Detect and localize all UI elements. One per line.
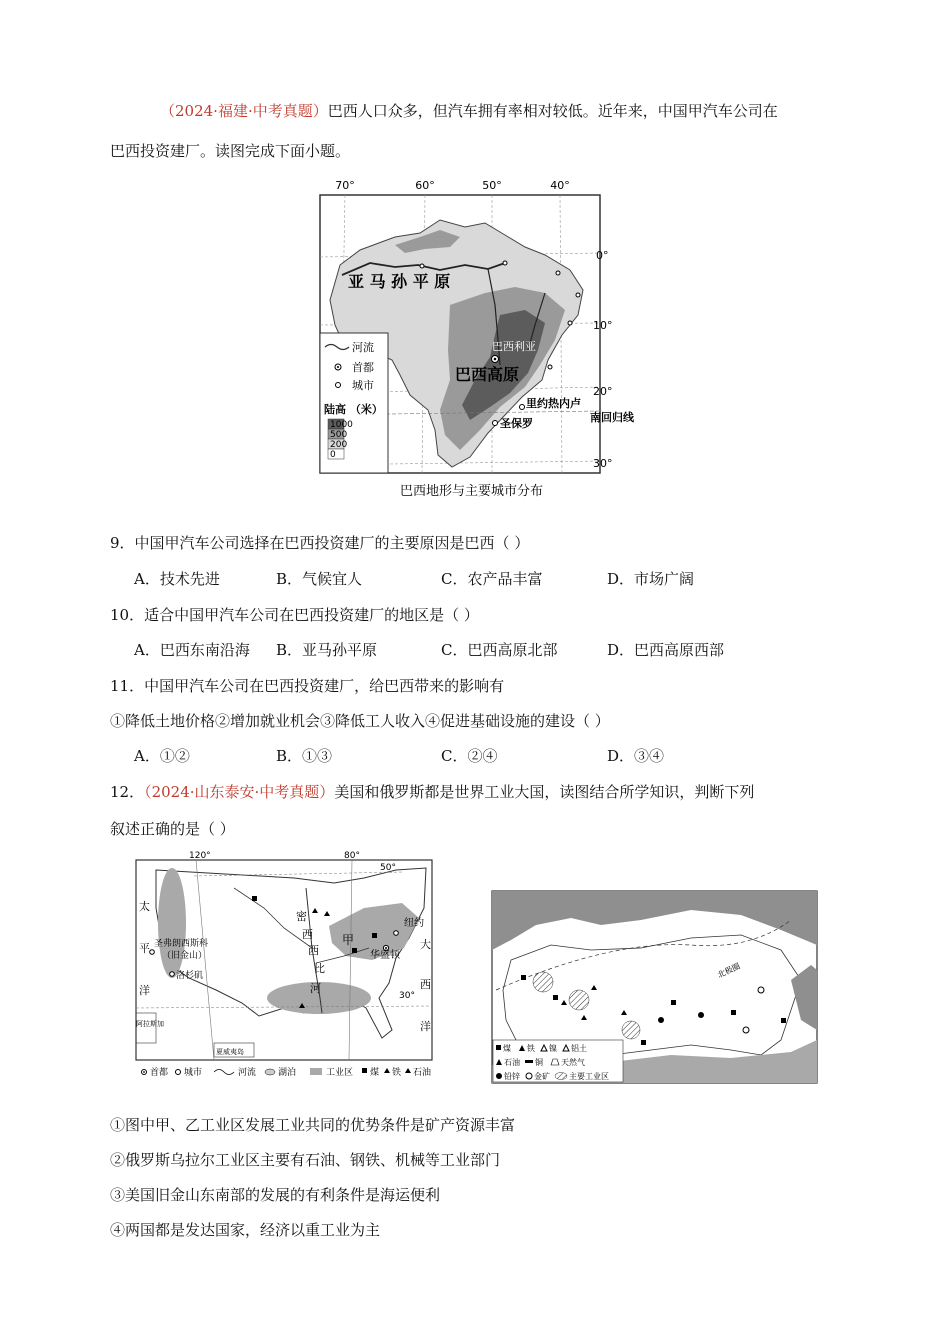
hawaii-label: 夏威夷岛 — [216, 1048, 244, 1056]
usa-legend-label: 城市 — [184, 1068, 203, 1078]
brazil-map — [300, 175, 634, 505]
atlantic-char: 西 — [420, 978, 431, 991]
mississippi-char: 密 — [296, 910, 307, 923]
city-la — [170, 972, 175, 977]
brazil-lat-label: 10° — [593, 319, 613, 332]
dc-label: 华盛顿 — [370, 950, 400, 961]
city-marker — [548, 365, 552, 369]
q10-stem: 10．适合中国甲汽车公司在巴西投资建厂的地区是（ ） — [110, 606, 479, 624]
mississippi-char: 河 — [310, 982, 321, 995]
q11-option-a[interactable]: A．①② — [134, 747, 190, 765]
q10-option-d[interactable]: D．巴西高原西部 — [607, 641, 725, 659]
legend-level: 1000 — [330, 420, 353, 430]
usa-legend-label: 河流 — [238, 1068, 257, 1078]
russia-legend-label: 镍 — [549, 1044, 557, 1053]
russia-legend-label: 石油 — [504, 1058, 520, 1067]
usa-lat-label: 50° — [380, 863, 396, 873]
city-saopaulo — [493, 421, 498, 426]
q10-option-a[interactable]: A．巴西东南沿海 — [134, 641, 250, 659]
city-marker — [556, 271, 560, 275]
sf-label-2: （旧金山） — [162, 951, 208, 961]
brazil-plateau-label: 巴西高原 — [455, 365, 520, 384]
intro-text-1: 巴西人口众多，但汽车拥有率相对较低。近年来，中国甲汽车公司在 — [327, 102, 778, 120]
ny-label: 纽约 — [404, 918, 424, 929]
q11-option-b[interactable]: B．①③ — [276, 747, 333, 765]
city-sf — [150, 950, 155, 955]
legend-capital-dot — [337, 366, 339, 368]
intro-line-1 — [160, 100, 778, 121]
russia-legend-label: 铜 — [535, 1058, 543, 1067]
pacific-char: 洋 — [139, 984, 150, 997]
russia-legend-label: 天然气 — [561, 1058, 585, 1067]
brazil-lon-label: 50° — [482, 179, 502, 192]
q12-statement-1: ①图中甲、乙工业区发展工业共同的优势条件是矿产资源丰富 — [110, 1116, 516, 1134]
coal-marker — [352, 948, 357, 953]
atlantic-char: 大 — [420, 938, 431, 951]
city-rio — [520, 405, 525, 410]
jia-label: 甲 — [342, 933, 355, 947]
q11-option-d[interactable]: D．③④ — [607, 747, 665, 765]
legend-capital-label: 首都 — [352, 361, 374, 374]
atlantic-char: 洋 — [420, 1020, 431, 1033]
q10-option-c[interactable]: C．巴西高原北部 — [441, 641, 558, 659]
arctic-circle-label: 北极圈 — [716, 961, 742, 980]
q12-line-1 — [110, 781, 754, 802]
intro-line-2: 巴西投资建厂。读图完成下面小题。 — [110, 142, 351, 160]
capital-label: 巴西利亚 — [492, 340, 536, 353]
q11-stem: 11．中国甲汽车公司在巴西投资建厂，给巴西带来的影响有 — [110, 677, 505, 695]
mississippi-char: 西 — [302, 928, 313, 941]
russia-legend-label: 煤 — [503, 1044, 511, 1053]
usa-lat-label: 30° — [399, 991, 415, 1001]
usa-legend-label: 工业区 — [326, 1068, 354, 1078]
q9-stem: 9．中国甲汽车公司选择在巴西投资建厂的主要原因是巴西（ ） — [110, 534, 530, 552]
usa-legend-label: 湖泊 — [278, 1068, 297, 1078]
brazil-lat-label: 20° — [593, 385, 613, 398]
pacific-char: 太 — [139, 900, 150, 913]
industrial-siberia — [622, 1021, 640, 1039]
usa-legend-label: 铁 — [392, 1068, 402, 1078]
q12-statement-2: ②俄罗斯乌拉尔工业区主要有石油、钢铁、机械等工业部门 — [110, 1151, 501, 1169]
russia-legend-label: 铁 — [527, 1044, 535, 1053]
russia-legend-label: 铅锌 — [504, 1072, 520, 1081]
q9-option-c[interactable]: C．农产品丰富 — [441, 570, 543, 588]
brazil-lat-label: 0° — [596, 249, 609, 262]
brazil-lon-label: 70° — [335, 179, 355, 192]
city-marker — [503, 261, 507, 265]
legend-level: 0 — [330, 450, 336, 460]
q10-option-b[interactable]: B．亚马孙平原 — [276, 641, 378, 659]
city-marker — [568, 321, 572, 325]
q12-line-2: 叙述正确的是（ ） — [110, 820, 235, 838]
usa-map — [134, 848, 434, 1083]
legend-level: 500 — [330, 430, 348, 440]
city-marker — [420, 264, 424, 268]
coal-marker — [252, 896, 257, 901]
q12-text-1: 美国和俄罗斯都是世界工业大国，读图结合所学知识，判断下列 — [334, 783, 755, 801]
usa-legend-label: 煤 — [370, 1068, 380, 1078]
legend-city-label: 城市 — [352, 379, 374, 392]
usa-lon-label: 80° — [344, 851, 360, 861]
brazil-lon-label: 60° — [415, 179, 435, 192]
usa-industrial-pacific — [158, 868, 186, 978]
q9-option-b[interactable]: B．气候宜人 — [276, 570, 363, 588]
tropic-label: 南回归线 — [590, 411, 634, 424]
q12-statement-4: ④两国都是发达国家，经济以重工业为主 — [110, 1221, 381, 1239]
usa-lon-label: 120° — [189, 851, 211, 861]
russia-map — [491, 890, 818, 1084]
russia-legend-label: 主要工业区 — [569, 1072, 609, 1081]
capital-marker-dot — [494, 358, 497, 361]
coal-marker — [372, 933, 377, 938]
capital-dc-dot — [385, 947, 387, 949]
q12-source: （2024·山东泰安·中考真题） — [144, 783, 335, 801]
brazil-lat-label: 30° — [593, 457, 613, 470]
alaska-label: 阿拉斯加 — [136, 1020, 164, 1028]
usa-legend — [142, 1066, 432, 1078]
usa-legend-label: 首都 — [150, 1068, 169, 1078]
mississippi-char: 西 — [308, 944, 319, 957]
la-label: 洛杉矶 — [176, 971, 204, 981]
russia-legend-label: 铝土 — [571, 1044, 587, 1053]
russia-legend-label: 金矿 — [534, 1072, 550, 1081]
city-ny — [394, 931, 399, 936]
industrial-moscow — [533, 972, 553, 992]
intro-source: （2024·福建·中考真题） — [160, 102, 328, 120]
brazil-map-caption: 巴西地形与主要城市分布 — [400, 484, 544, 499]
usa-legend-label: 石油 — [413, 1068, 432, 1078]
legend-city-icon — [336, 383, 341, 388]
sf-label: 圣弗朗西斯科 — [154, 939, 209, 949]
legend-level: 200 — [330, 440, 348, 450]
brazil-lon-label: 40° — [550, 179, 570, 192]
legend-river-label: 河流 — [352, 341, 374, 354]
q12-num: 12． — [110, 783, 145, 801]
q11-sub: ①降低土地价格②增加就业机会③降低工人收入④促进基础设施的建设（ ） — [110, 712, 610, 730]
q12-statement-3: ③美国旧金山东南部的发展的有利条件是海运便利 — [110, 1186, 441, 1204]
legend-elevation-title: 陆高 （米） — [324, 403, 383, 416]
q9-option-d[interactable]: D．市场广阔 — [607, 570, 695, 588]
q11-option-c[interactable]: C．②④ — [441, 747, 498, 765]
rio-label: 里约热内卢 — [526, 397, 581, 410]
mississippi-char: 比 — [314, 962, 325, 975]
saopaulo-label: 圣保罗 — [500, 417, 533, 430]
q9-option-a[interactable]: A．技术先进 — [134, 570, 220, 588]
industrial-ural — [569, 990, 589, 1010]
pacific-char: 平 — [139, 942, 150, 955]
city-marker — [576, 293, 580, 297]
amazon-plain-label: 亚 马 孙 平 原 — [348, 272, 451, 291]
